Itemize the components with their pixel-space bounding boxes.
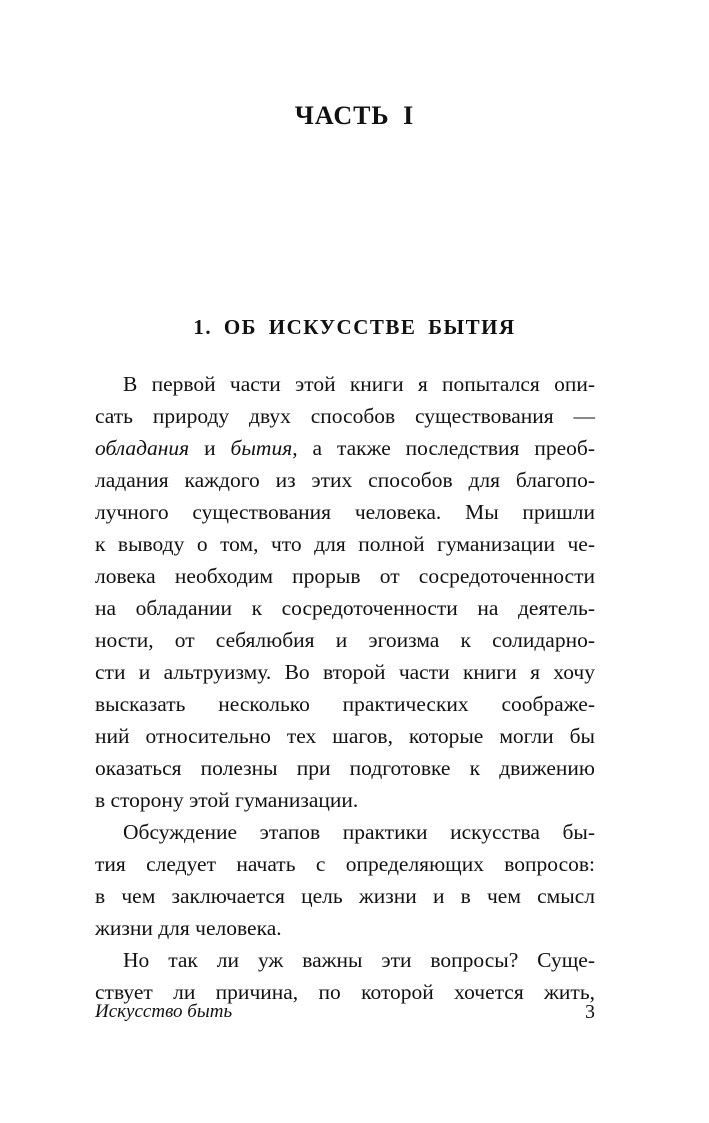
paragraph [95, 368, 595, 816]
text-segment: , а также последствия преоб- [292, 436, 595, 460]
text-line: тия следует начать с определяющих вопросов: [95, 852, 595, 876]
page-number: 3 [585, 1001, 595, 1023]
body-text [95, 368, 595, 1008]
text-line: ладания каждого из этих способов для благопо- [95, 468, 595, 492]
text-line: высказать несколько практических соображе- [95, 692, 595, 716]
text-line: сти и альтруизму. Во второй части книги я хочу [95, 660, 595, 684]
text-segment: и [189, 436, 231, 460]
part-title: ЧАСТЬ I [294, 101, 415, 130]
chapter-title: 1. ОБ ИСКУССТВЕ БЫТИЯ [193, 315, 516, 339]
italic-term: бытия [230, 436, 293, 460]
text-line: ствует ли причина, по которой хочется жить, [95, 980, 595, 1004]
text-line: Обсуждение этапов практики искусства бы- [123, 820, 595, 844]
paragraph [95, 816, 595, 944]
text-line: к выводу о том, что для полной гуманизации че- [95, 532, 595, 556]
text-line [95, 432, 595, 464]
running-footer-book-title: Искусство быть [95, 1001, 233, 1022]
text-line: В первой части этой книги я попытался опи- [123, 372, 595, 396]
text-line: на обладании к сосредоточенности на деятель- [95, 596, 595, 620]
text-line: сать природу двух способов существования — [95, 404, 595, 428]
italic-term: обладания [95, 436, 190, 460]
text-line: ловека необходим прорыв от сосредоточенности [95, 564, 595, 588]
text-line: оказаться полезны при подготовке к движению [95, 756, 595, 780]
text-line: жизни для человека. [95, 916, 282, 940]
text-line: в чем заключается цель жизни и в чем смысл [95, 884, 595, 908]
text-line: ности, от себялюбия и эгоизма к солидарно- [95, 628, 595, 652]
text-line: Но так ли уж важны эти вопросы? Суще- [123, 948, 595, 972]
text-line: ний относительно тех шагов, которые могли бы [95, 724, 595, 748]
text-line: в сторону этой гуманизации. [95, 788, 359, 812]
text-line: лучного существования человека. Мы пришли [95, 500, 595, 524]
